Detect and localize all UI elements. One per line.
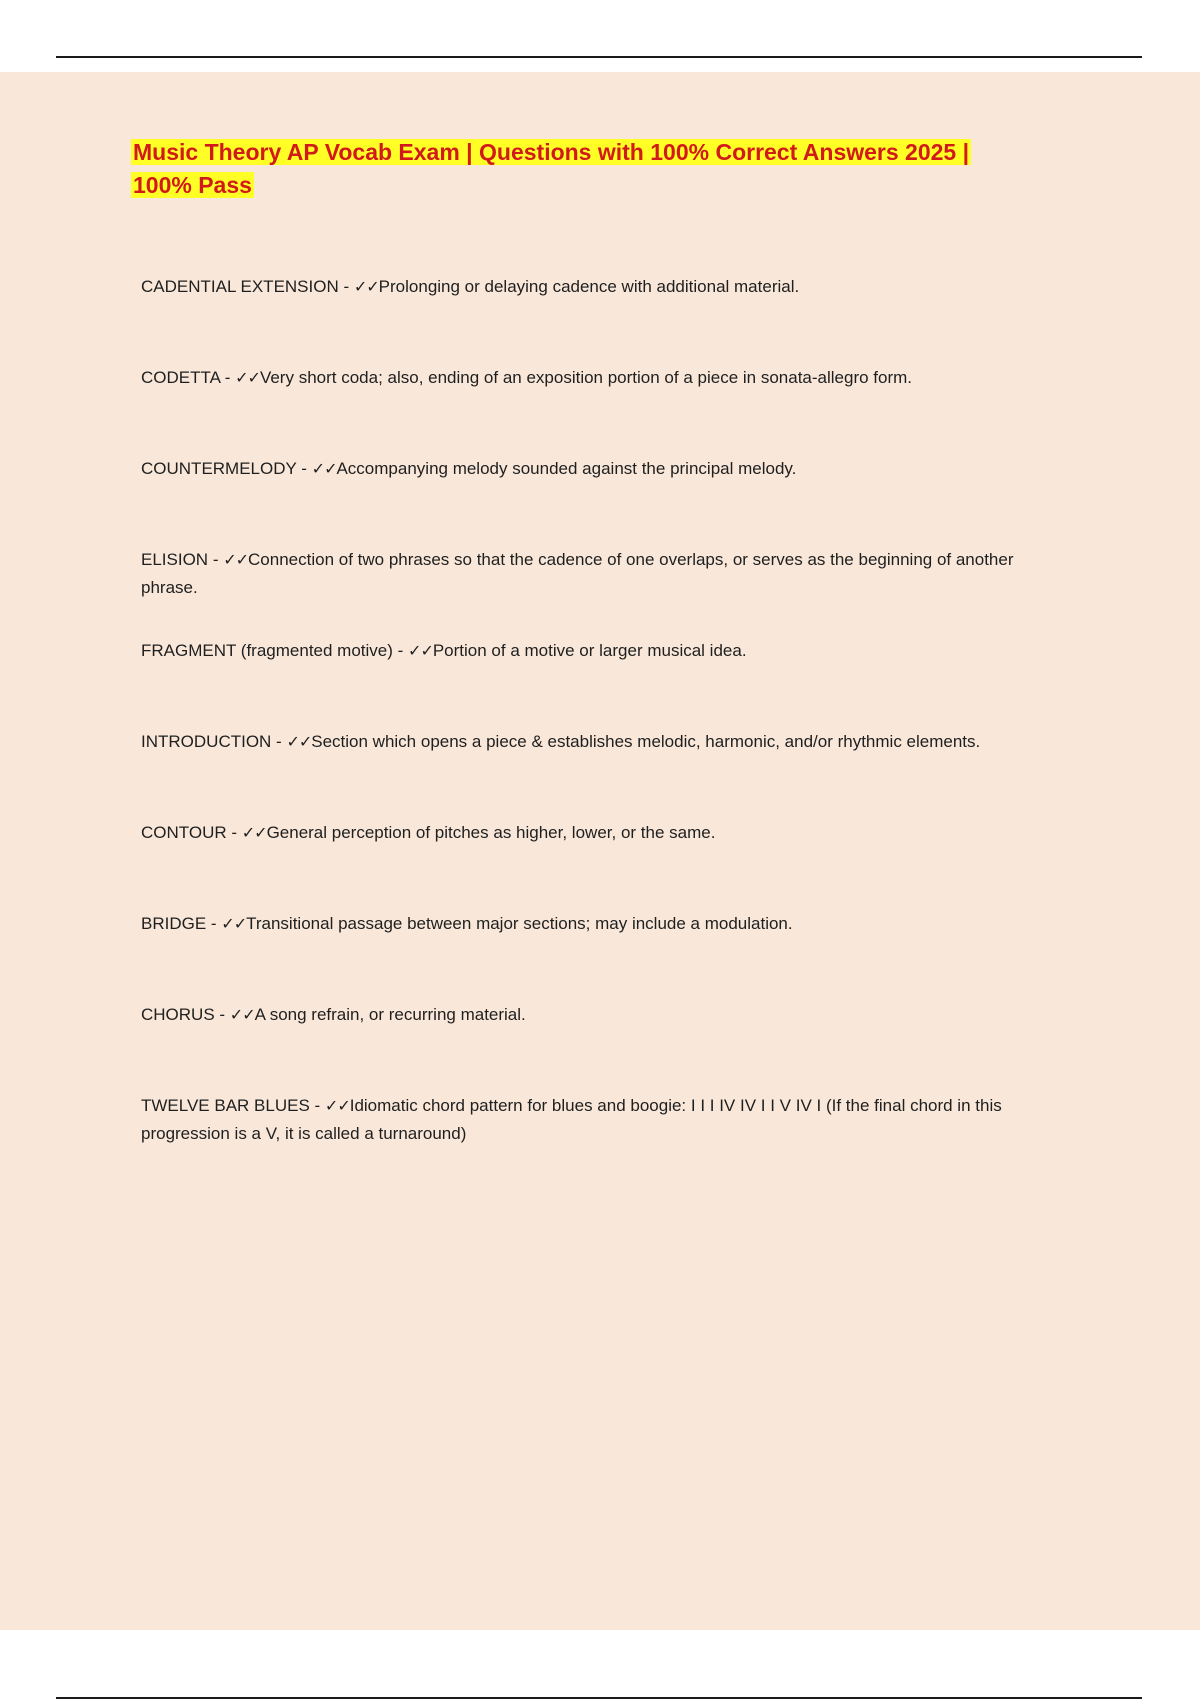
check-icon: ✓✓ <box>229 1005 255 1024</box>
vocab-entry <box>141 546 1061 637</box>
check-icon: ✓✓ <box>408 641 433 660</box>
entry-separator: - <box>208 550 224 569</box>
check-icon: ✓✓ <box>311 459 337 478</box>
entry-term: INTRODUCTION <box>141 732 272 751</box>
vocab-entry <box>141 910 1061 1001</box>
check-icon: ✓✓ <box>241 823 267 842</box>
entry-term: ELISION <box>141 550 209 569</box>
entry-separator: - <box>214 1005 230 1024</box>
entry-separator: - <box>392 641 409 660</box>
vocab-entry <box>141 1001 1061 1092</box>
entry-term: TWELVE BAR BLUES <box>141 1096 310 1115</box>
check-icon: ✓✓ <box>324 1096 350 1115</box>
entry-separator: - <box>206 914 222 933</box>
entry-definition: Idiomatic chord pattern for blues and boogie: I I I IV IV I I V IV I (If the final chord in this progression is a V, it is called a turnaround) <box>141 1096 1002 1143</box>
vocab-entry <box>141 273 1061 364</box>
entry-separator: - <box>338 277 354 296</box>
entry-term: FRAGMENT (fragmented motive) <box>141 641 393 660</box>
vocab-list <box>141 273 1061 1183</box>
top-rule <box>56 56 1142 58</box>
entry-definition: Very short coda; also, ending of an exposition portion of a piece in sonata-allegro form. <box>259 368 913 387</box>
check-icon: ✓✓ <box>235 368 260 387</box>
bottom-rule <box>56 1697 1142 1699</box>
entry-definition: Portion of a motive or larger musical idea. <box>432 641 747 660</box>
entry-separator: - <box>309 1096 325 1115</box>
document-title <box>131 136 1031 202</box>
check-icon: ✓✓ <box>223 550 249 569</box>
vocab-entry <box>141 364 1061 455</box>
entry-definition: Prolonging or delaying cadence with additional material. <box>378 277 800 296</box>
entry-definition: Accompanying melody sounded against the principal melody. <box>336 459 797 478</box>
entry-term: CHORUS <box>141 1005 215 1024</box>
entry-definition: Connection of two phrases so that the cadence of one overlaps, or serves as the beginning of another phrase. <box>141 550 1014 597</box>
entry-term: COUNTERMELODY <box>141 459 297 478</box>
check-icon: ✓✓ <box>353 277 379 296</box>
vocab-entry <box>141 455 1061 546</box>
entry-term: CODETTA <box>141 368 221 387</box>
title-highlight: Music Theory AP Vocab Exam | Questions with 100% Correct Answers 2025 | 100% Pass <box>133 139 970 198</box>
entry-definition: General perception of pitches as higher, lower, or the same. <box>266 823 716 842</box>
entry-separator: - <box>226 823 242 842</box>
entry-term: CONTOUR <box>141 823 227 842</box>
entry-separator: - <box>220 368 236 387</box>
entry-definition: A song refrain, or recurring material. <box>254 1005 526 1024</box>
vocab-entry <box>141 728 1061 819</box>
entry-definition: Section which opens a piece & establishes melodic, harmonic, and/or rhythmic elements. <box>311 732 981 751</box>
vocab-entry <box>141 1092 1061 1183</box>
entry-separator: - <box>296 459 312 478</box>
check-icon: ✓✓ <box>286 732 312 751</box>
vocab-entry <box>141 637 1061 728</box>
entry-definition: Transitional passage between major sections; may include a modulation. <box>246 914 793 933</box>
entry-separator: - <box>271 732 287 751</box>
entry-term: CADENTIAL EXTENSION <box>141 277 339 296</box>
entry-term: BRIDGE <box>141 914 207 933</box>
vocab-entry <box>141 819 1061 910</box>
check-icon: ✓✓ <box>221 914 247 933</box>
